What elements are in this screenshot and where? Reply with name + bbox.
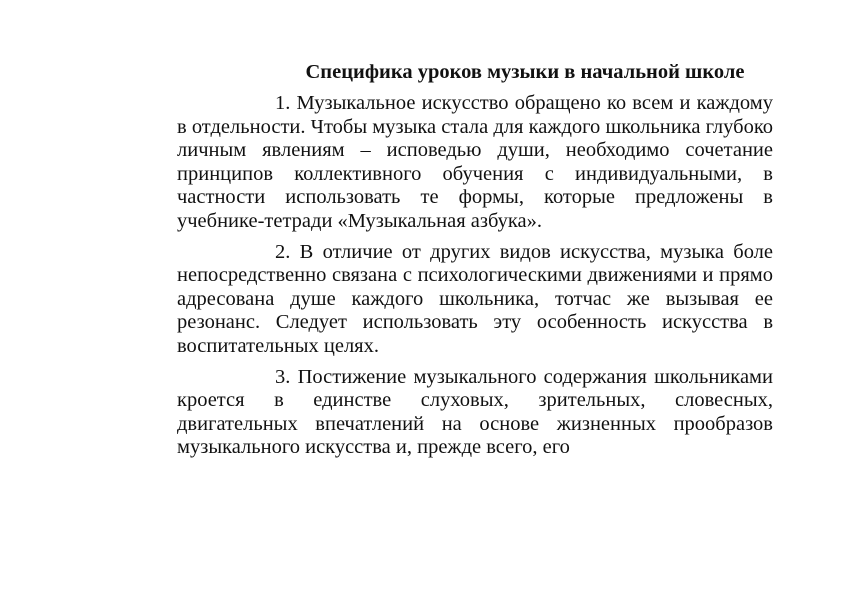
document-body [177, 60, 773, 467]
paragraph-1: 1. Музыкальное искусство обращено ко всем и каждому в отдельности. Чтобы музыка стала для каждого школьника глубоко личным явлениям – исповедью души, необходимо сочетание принципов коллективного обучения с индивидуальными, в частности использовать те формы, которые предложены в учебнике-тетради «Музыкальная азбука». [177, 92, 773, 232]
document-title: Специфика уроков музыки в начальной школе [305, 61, 745, 83]
paragraph-3: 3. Постижение музыкального содержания школьниками кроется в единстве слуховых, зрительных, словесных, двигательных впечатлений на основе жизненных прообразов музыкального искусства и, прежде всего, его [177, 365, 773, 459]
paragraph-2: 2. В отличие от других видов искусства, музыка боле непосредственно связана с психологическими движениями и прямо адресована душе каждого школьника, тотчас же вызывая ее резонанс. Следует использовать эту особенность искусства в воспитательных целях. [177, 240, 773, 357]
